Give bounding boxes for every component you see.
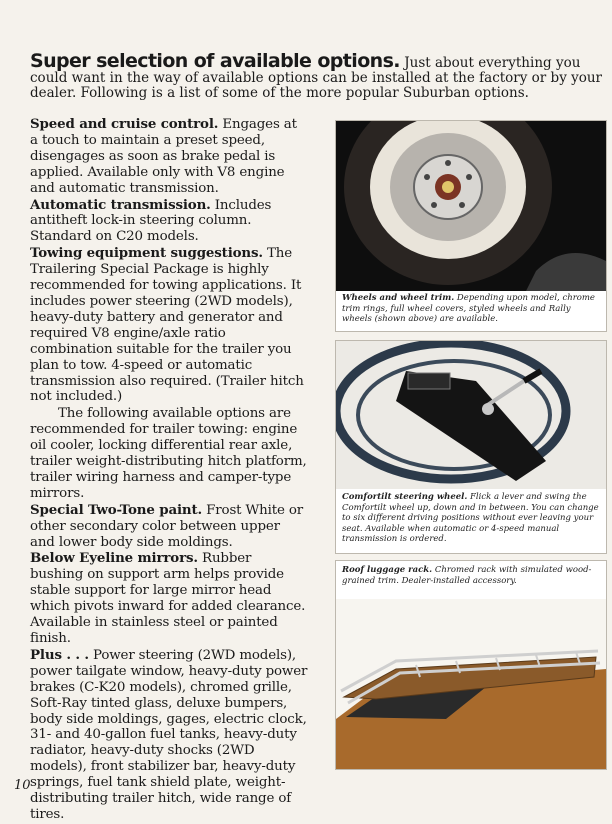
photo-wheels — [335, 120, 607, 332]
steering-illustration — [336, 341, 606, 489]
options-column — [30, 117, 308, 824]
caption-wheels: Wheels and wheel trim. Depending upon model, chrome trim rings, full wheel covers, styled wheels and Rally wheels (shown above) are available. — [342, 293, 595, 324]
caption-luggage-rack: Roof luggage rack. Chromed rack with simulated wood-grained trim. Dealer-installed accessory. — [342, 565, 592, 586]
page-number: 10 — [14, 778, 31, 793]
option-speed-cruise: Speed and cruise control. Engages at a touch to maintain a preset speed, disengages as soon as brake pedal is applied. Available only with V8 engine and automatic transmission. — [30, 116, 297, 196]
luggage-rack-illustration — [336, 599, 606, 769]
option-two-tone: Special Two-Tone paint. Frost White or other secondary color between upper and lower body side moldings. — [30, 501, 304, 550]
photo-luggage-rack — [335, 560, 607, 770]
option-towing-recommended: The following available options are recommended for trailer towing: engine oil cooler, locking differential rear axle, trailer weight-distributing hitch platform, trailer wiring harness and camper-type mirrors. — [30, 406, 307, 501]
photo-steering — [335, 340, 607, 554]
option-towing: Towing equipment suggestions. The Trailering Special Package is highly recommended for towing applications. It includes power steering (2WD models), heavy-duty battery and generator and required V8 engine/axle ratio combination suitable for the trailer you plan to tow. 4-speed or automatic transmission also required. (Trailer hitch not included.) — [30, 245, 304, 405]
option-automatic-transmission: Automatic transmission. Includes antitheft lock-in steering column. Standard on C20 models. — [30, 196, 272, 245]
intro-paragraph — [30, 50, 608, 101]
intro-text: Just about everything you could want in the way of available options can be installed at the factory or by your dealer. Following is a list of some of the more popular Suburban options. — [30, 55, 603, 101]
wheel-illustration — [336, 121, 606, 291]
page-heading: Super selection of available options. — [30, 50, 400, 72]
option-mirrors: Below Eyeline mirrors. Rubber bushing on support arm helps provide stable support for large mirror head which pivots inward for added clearance. Available in stainless steel or painted finish. — [30, 550, 306, 646]
caption-steering: Comfortilt steering wheel. Flick a lever and swing the Comfortilt wheel up, down and in between. You can change to six different driving positions without ever leaving your seat. Available when automatic or 4-speed manual transmission is ordered. — [342, 492, 599, 544]
option-plus: Plus . . . Power steering (2WD models), power tailgate window, heavy-duty power brakes (C-K20 models), chromed grille, Soft-Ray tinted glass, deluxe bumpers, body side moldings, gages, electric clock, 31- and 40-gallon fuel tanks, heavy-duty radiator, heavy-duty shocks (2WD models), front stabilizer bar, heavy-duty springs, fuel tank shield plate, weight-distributing trailer hitch, wide range of tires. — [30, 646, 308, 822]
